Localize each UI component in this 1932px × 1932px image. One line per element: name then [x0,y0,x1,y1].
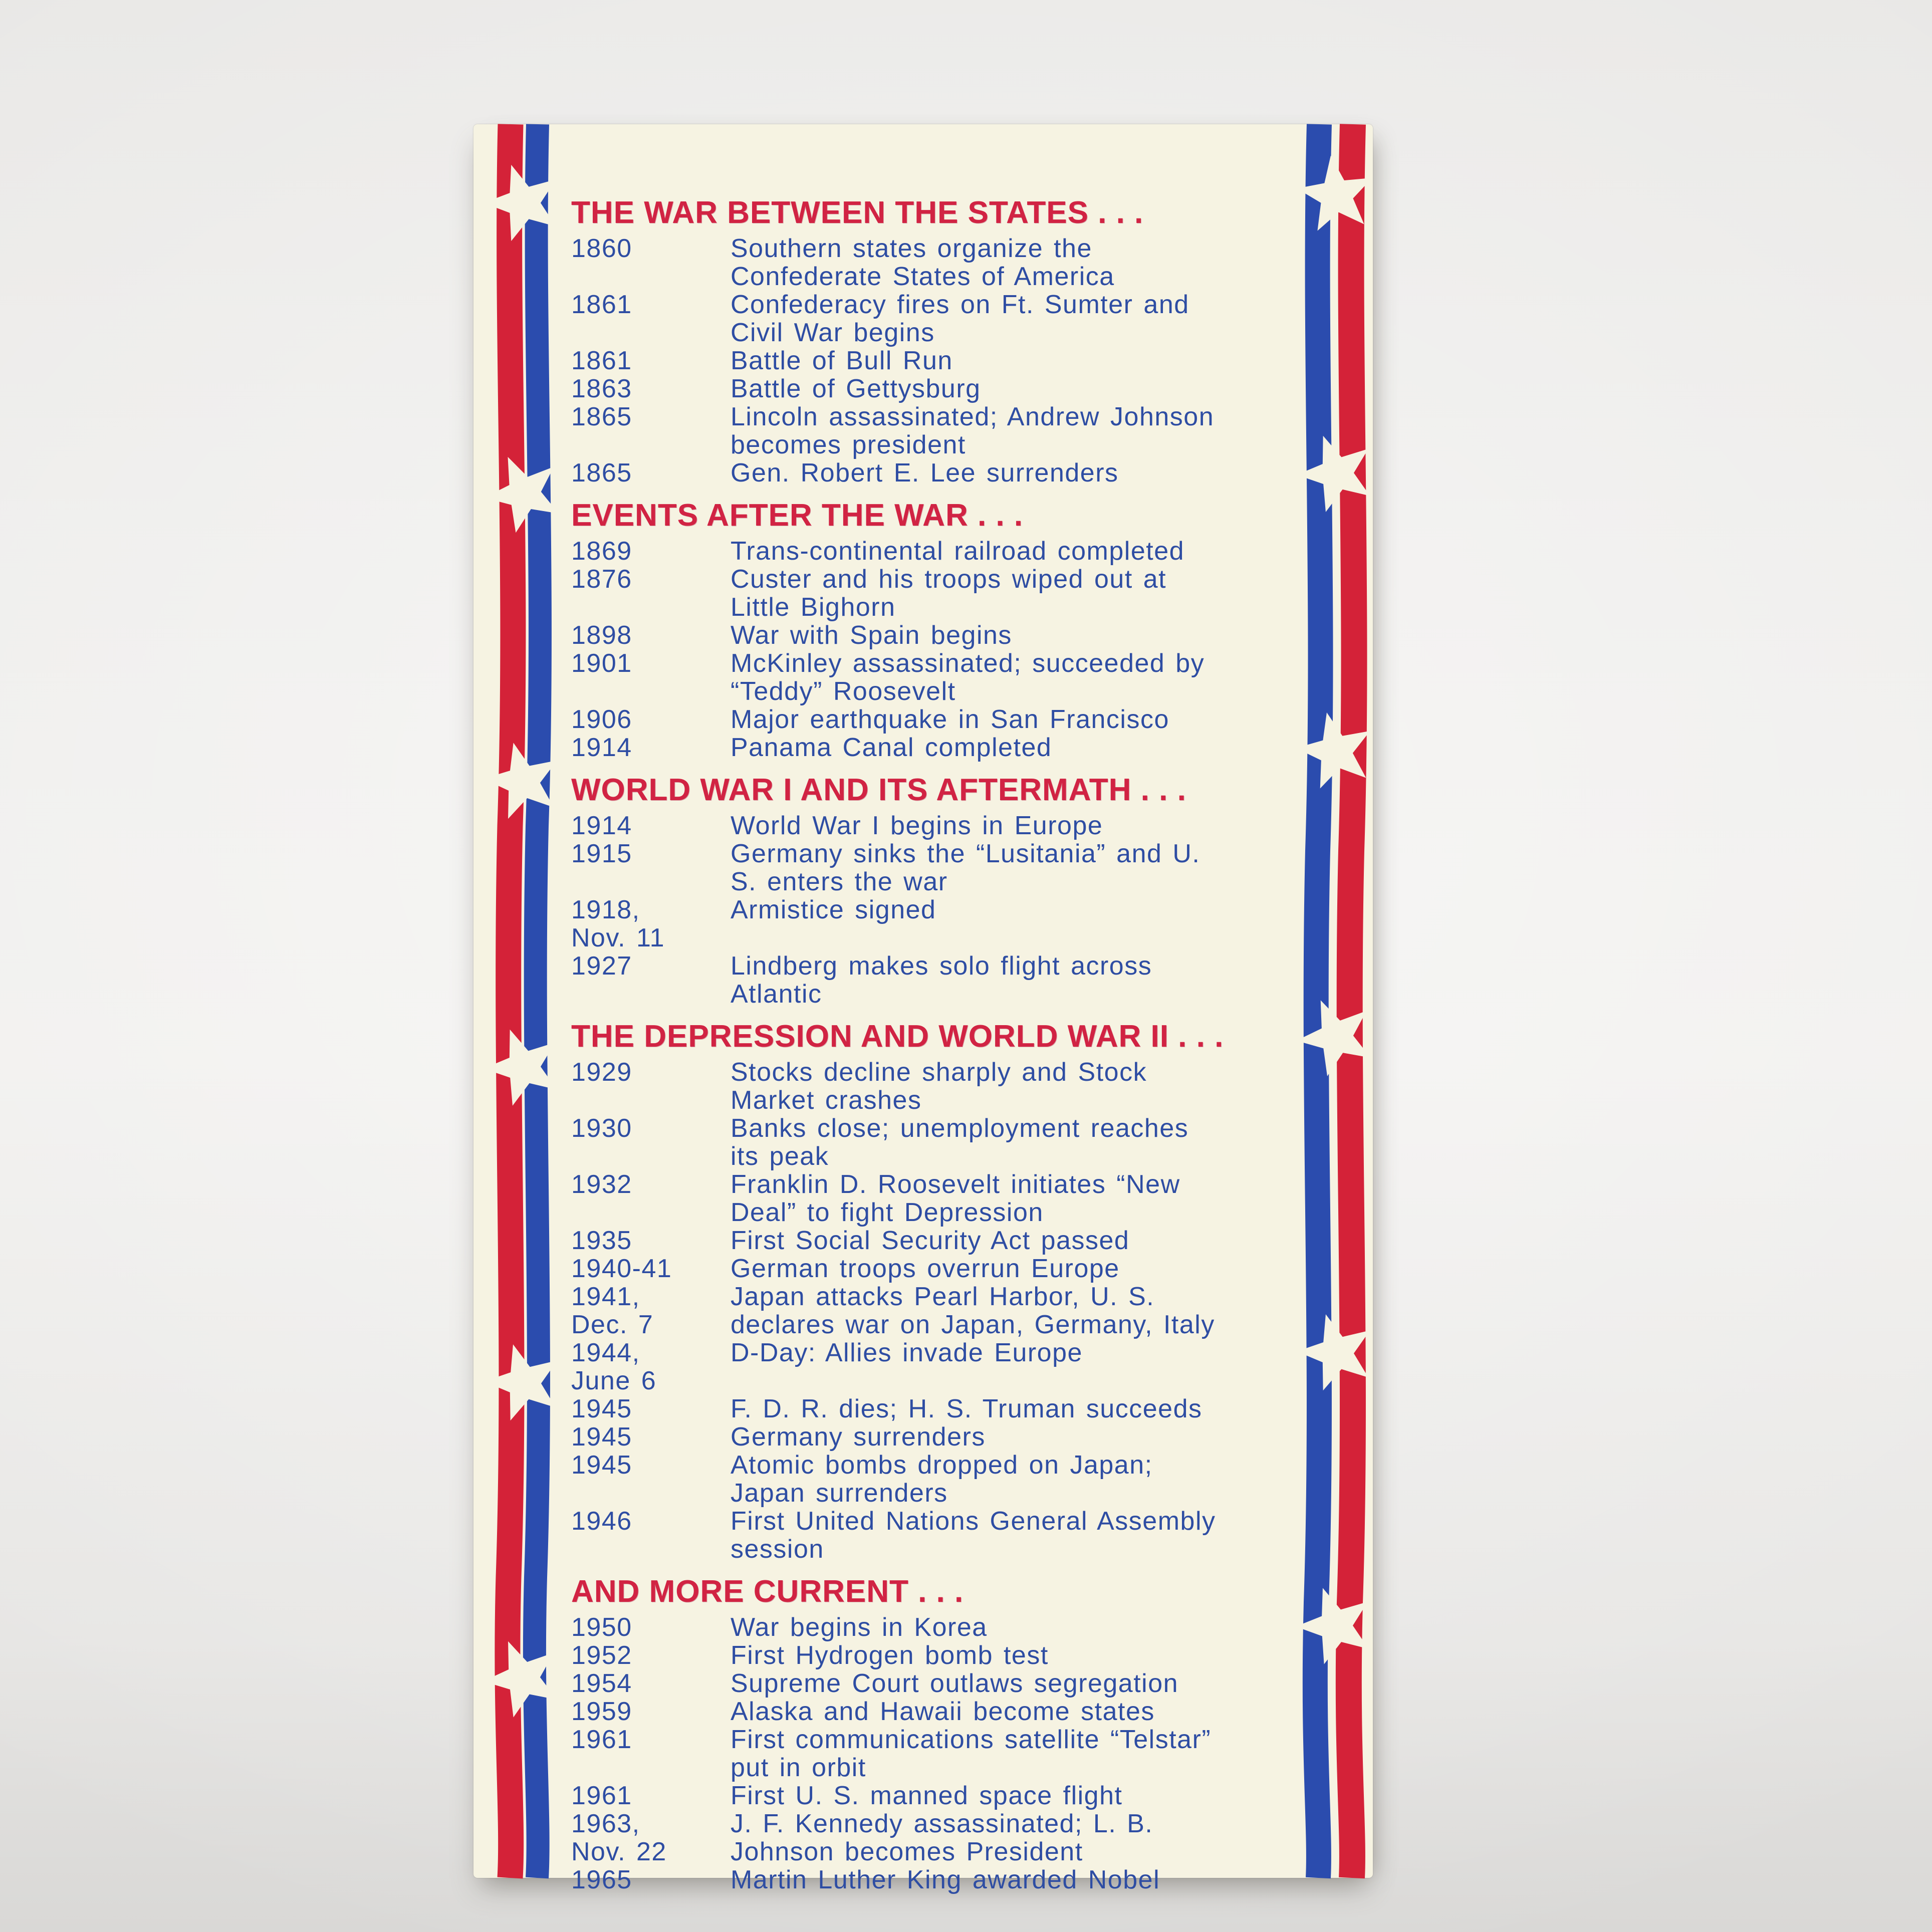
entry-year [571,649,731,677]
entry-description: Southern states organize the Confederate States of America [731,234,1115,291]
section-heading: WORLD WAR I AND ITS AFTERMATH . . . [571,773,1186,807]
entry-year [571,403,731,431]
entry-year-line1: 1963, [571,1809,640,1838]
entry-year-line1: 1954 [571,1669,632,1698]
timeline-section [571,1576,1278,1894]
section-entries [571,1613,1278,1894]
entry-description: War with Spain begins [731,621,1012,650]
entry-year [571,565,731,593]
entry-description: Gen. Robert E. Lee surrenders [731,458,1119,488]
entry-description: Martin Luther King awarded Nobel [731,1865,1160,1894]
timeline-entry [571,621,1278,649]
section-entries [571,1058,1278,1563]
entry-description: German troops overrun Europe [731,1254,1120,1283]
timeline-entry [571,812,1278,840]
entry-year [571,347,731,375]
timeline-entry [571,1698,1278,1726]
entry-year-line2: Nov. 11 [571,923,665,952]
entry-year-line1: 1927 [571,951,632,981]
entry-year-line2: Dec. 7 [571,1310,654,1339]
entry-year [571,1423,731,1451]
timeline-entry [571,1810,1278,1866]
entry-year [571,705,731,734]
timeline-entry [571,1782,1278,1810]
entry-description: First Social Security Act passed [731,1226,1130,1255]
entry-year [571,1451,731,1479]
entry-description: First U. S. manned space flight [731,1781,1123,1810]
entry-year-line1: 1861 [571,346,632,375]
entry-year-line1: 1959 [571,1697,632,1726]
entry-year [571,291,731,319]
entry-description: Atomic bombs dropped on Japan; Japan surrenders [731,1451,1153,1508]
timeline-section [571,197,1278,487]
entry-year [571,1641,731,1669]
timeline-entry [571,1423,1278,1451]
entry-year [571,1058,731,1086]
entry-year-line1: 1950 [571,1613,632,1642]
timeline-entry [571,565,1278,621]
entry-year [571,1613,731,1641]
entry-description: Germany sinks the “Lusitania” and U. S. enters the war [731,839,1200,896]
entry-description: Battle of Gettysburg [731,374,981,403]
entry-year-line1: 1930 [571,1114,632,1143]
entry-description: Lincoln assassinated; Andrew Johnson becomes president [731,402,1215,459]
entry-year [571,1507,731,1535]
entry-year-line2: Nov. 22 [571,1837,667,1866]
timeline-section [571,775,1278,1008]
entry-year [571,1339,731,1395]
entry-year [571,734,731,762]
entry-year-line1: 1861 [571,290,632,319]
entry-description: Panama Canal completed [731,733,1052,762]
section-entries [571,537,1278,762]
timeline-entry [571,459,1278,487]
entry-year-line1: 1918, [571,895,640,924]
entry-year-line1: 1965 [571,1865,632,1894]
entry-description: Germany surrenders [731,1422,986,1452]
left-red-stripe [508,124,513,1878]
timeline-entry [571,649,1278,705]
entry-year [571,1227,731,1255]
entry-year-line1: 1945 [571,1422,632,1452]
section-entries [571,234,1278,487]
section-heading: AND MORE CURRENT . . . [571,1574,964,1609]
timeline-entry [571,840,1278,896]
timeline-entry [571,1395,1278,1423]
timeline-entry [571,1866,1278,1894]
timeline-entry [571,347,1278,375]
entry-year [571,1283,731,1339]
timeline-entry [571,952,1278,1008]
entry-year [571,952,731,980]
entry-year-line1: 1876 [571,565,632,594]
entry-description: First Hydrogen bomb test [731,1641,1049,1670]
entry-year-line2: June 6 [571,1366,657,1395]
entry-year [571,1698,731,1726]
entry-year [571,537,731,565]
timeline-entry [571,1058,1278,1114]
entry-description: Major earthquake in San Francisco [731,705,1169,734]
timeline-entry [571,1114,1278,1170]
entry-year [571,1782,731,1810]
entry-year [571,812,731,840]
entry-year-line1: 1898 [571,621,632,650]
timeline-content [571,197,1278,1894]
entry-description: Battle of Bull Run [731,346,953,375]
entry-description: War begins in Korea [731,1613,988,1642]
timeline-entry [571,896,1278,952]
entry-year-line1: 1865 [571,402,632,431]
entry-year-line1: 1860 [571,234,632,263]
timeline-entry [571,1283,1278,1339]
right-blue-stripe [1315,124,1321,1878]
section-entries [571,812,1278,1008]
entry-description: J. F. Kennedy assassinated; L. B. Johnson becomes President [731,1809,1153,1866]
left-blue-stripe [535,124,540,1878]
entry-year [571,459,731,487]
entry-year-line1: 1944, [571,1338,640,1367]
entry-description: Japan attacks Pearl Harbor, U. S. declares war on Japan, Germany, Italy [731,1282,1215,1339]
timeline-entry [571,234,1278,291]
entry-description: Trans-continental railroad completed [731,537,1185,566]
entry-year-line1: 1941, [571,1282,640,1311]
timeline-entry [571,1255,1278,1283]
entry-year [571,1726,731,1754]
timeline-entry [571,1339,1278,1395]
timeline-entry [571,1227,1278,1255]
timeline-section [571,500,1278,762]
timeline-section [571,1021,1278,1563]
entry-year-line1: 1961 [571,1781,632,1810]
entry-description: Supreme Court outlaws segregation [731,1669,1179,1698]
section-heading: THE WAR BETWEEN THE STATES . . . [571,195,1144,230]
entry-year [571,1810,731,1866]
entry-year-line1: 1961 [571,1725,632,1754]
entry-year-line1: 1863 [571,374,632,403]
entry-description: Custer and his troops wiped out at Little Bighorn [731,565,1167,622]
entry-year-line1: 1952 [571,1641,632,1670]
entry-year-line1: 1929 [571,1058,632,1087]
entry-description: Armistice signed [731,895,936,924]
entry-year [571,840,731,868]
entry-description: Franklin D. Roosevelt initiates “New Deal” to fight Depression [731,1170,1180,1227]
entry-year [571,1395,731,1423]
entry-year-line1: 1869 [571,537,632,566]
section-heading: THE DEPRESSION AND WORLD WAR II . . . [571,1019,1224,1054]
entry-year-line1: 1946 [571,1507,632,1536]
entry-year [571,375,731,403]
timeline-entry [571,375,1278,403]
timeline-entry [571,734,1278,762]
entry-year [571,1170,731,1198]
timeline-card [473,124,1373,1894]
entry-description: F. D. R. dies; H. S. Truman succeeds [731,1394,1202,1423]
entry-year-line1: 1906 [571,705,632,734]
entry-year-line1: 1901 [571,649,632,678]
entry-description: First United Nations General Assembly session [731,1507,1216,1564]
entry-year [571,1114,731,1142]
entry-description: D-Day: Allies invade Europe [731,1338,1083,1367]
entry-description: McKinley assassinated; succeeded by “Teddy” Roosevelt [731,649,1205,706]
entry-description: First communications satellite “Telstar” put in orbit [731,1725,1212,1782]
timeline-entry [571,1507,1278,1563]
entry-description: World War I begins in Europe [731,811,1103,840]
timeline-entry [571,1669,1278,1698]
timeline-entry [571,1726,1278,1782]
entry-year-line1: 1945 [571,1451,632,1480]
entry-year [571,1669,731,1698]
entry-year [571,1255,731,1283]
entry-year-line1: 1935 [571,1226,632,1255]
entry-year-line1: 1865 [571,458,632,488]
entry-year-line1: 1940-41 [571,1254,672,1283]
timeline-entry [571,705,1278,734]
entry-year-line1: 1945 [571,1394,632,1423]
entry-year-line1: 1915 [571,839,632,868]
entry-year [571,896,731,952]
timeline-entry [571,1451,1278,1507]
entry-year-line1: 1914 [571,811,632,840]
entry-description: Confederacy fires on Ft. Sumter and Civil War begins [731,290,1189,347]
section-heading: EVENTS AFTER THE WAR . . . [571,498,1024,533]
timeline-entry [571,1170,1278,1227]
entry-description: Alaska and Hawaii become states [731,1697,1155,1726]
entry-year [571,621,731,649]
timeline-entry [571,537,1278,565]
entry-year [571,1866,731,1894]
timeline-entry [571,1641,1278,1669]
timeline-entry [571,1613,1278,1641]
entry-year-line1: 1914 [571,733,632,762]
entry-description: Lindberg makes solo flight across Atlantic [731,951,1152,1009]
entry-description: Banks close; unemployment reaches its peak [731,1114,1189,1171]
timeline-entry [571,291,1278,347]
entry-year [571,234,731,263]
entry-year-line1: 1932 [571,1170,632,1199]
entry-description: Stocks decline sharply and Stock Market crashes [731,1058,1147,1115]
timeline-entry [571,403,1278,459]
